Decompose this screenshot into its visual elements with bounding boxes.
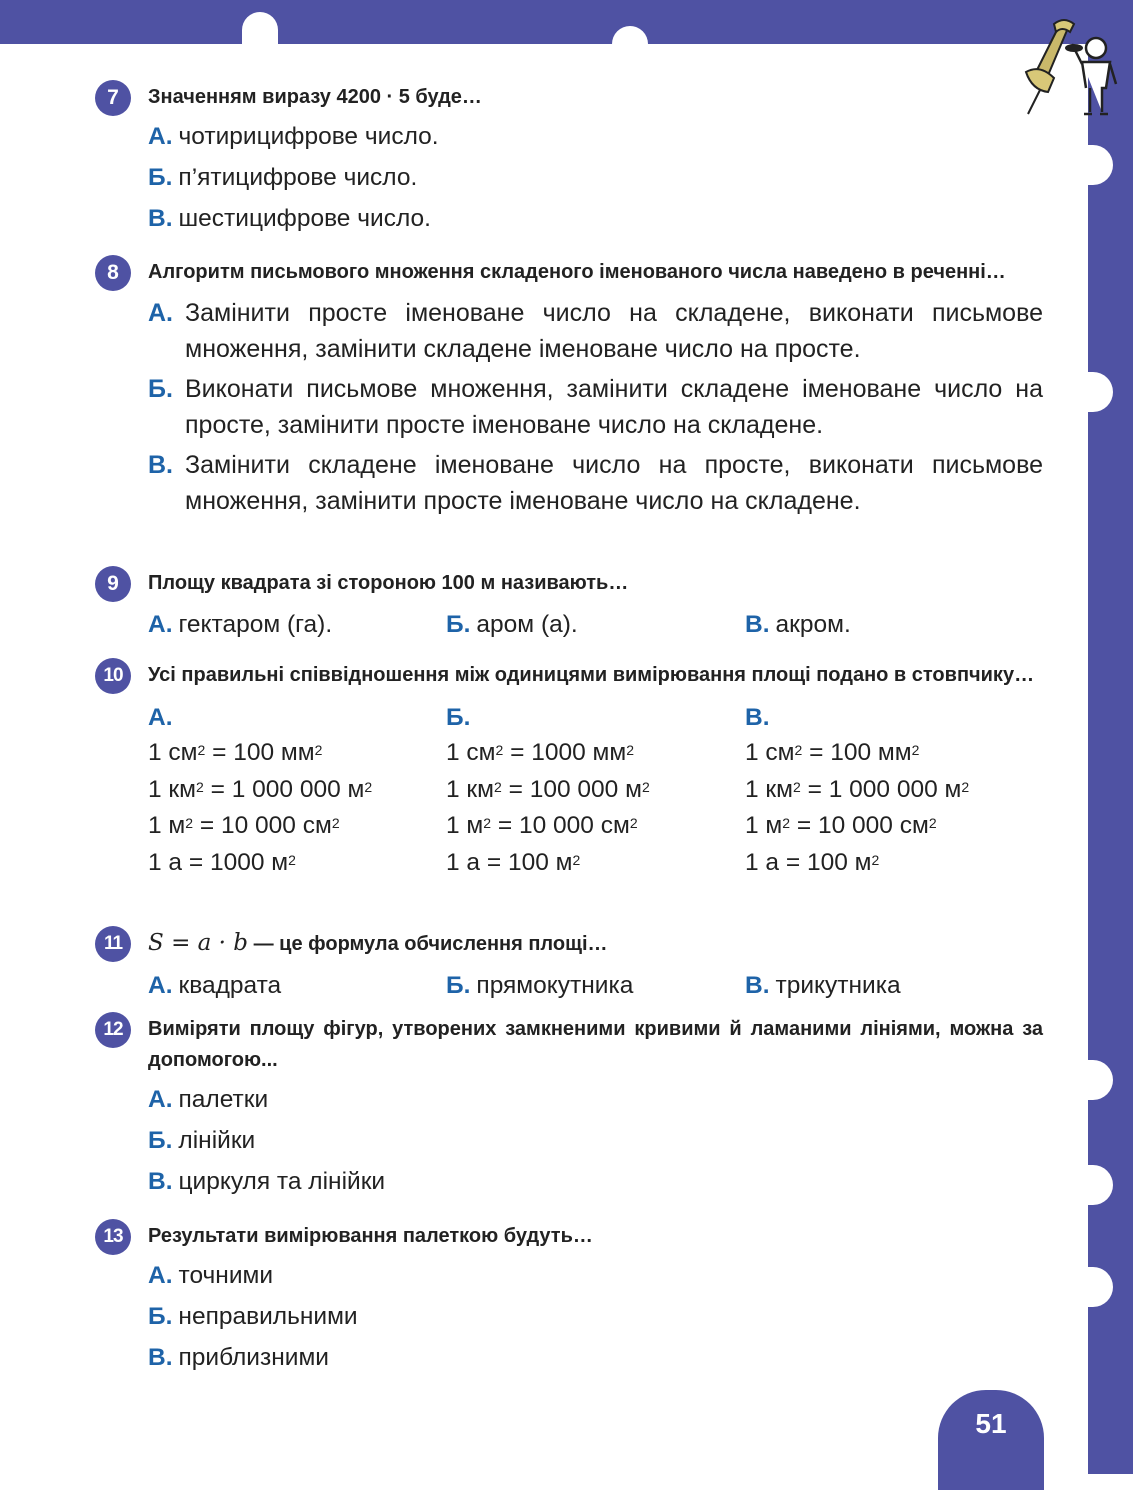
relation: 1 $см^2 = 100$ $мм^2$ [745,739,920,766]
question-number: 13 [95,1219,131,1255]
option-letter: Б. [148,1127,173,1154]
option-a [148,968,281,1003]
option-letter: А. [148,1262,173,1289]
question-number: 10 [95,658,131,694]
option-letter: Б. [446,972,471,999]
option-text: Замінити просте іменоване число на складене, виконати письмове множення, замінити складене іменоване число на просте. [185,299,1043,363]
option-letter: А. [148,1086,173,1113]
relation: 1 $м^2 = 10$ 000 $см^2$ [446,812,638,839]
option-b [446,607,578,642]
option-text: трикутника [775,972,901,999]
side-bar [1088,0,1133,1474]
binder-notch [242,12,278,76]
option-letter: А. [148,299,173,327]
column-a [148,701,372,881]
option-text: аром (а). [476,611,578,638]
option-text: п’ятицифрове число. [178,164,418,191]
option-b [95,160,1043,195]
question-number: 11 [95,926,131,962]
option-a [148,607,332,642]
option-b [95,371,1043,443]
binder-notch [1049,1165,1113,1205]
option-text: квадрата [178,972,282,999]
option-a [95,295,1043,367]
question-text: Значенням виразу 4200 · 5 буде… [148,86,482,108]
option-letter: Б. [148,375,173,403]
option-letter: Б. [446,611,471,638]
question-11 [95,928,1043,1003]
question-8 [95,257,1043,519]
question-13 [95,1221,1043,1375]
option-letter: А. [148,123,173,150]
option-letter: Б. [148,1303,173,1330]
relation: 1 $см^2 = 100$ $мм^2$ [148,739,323,766]
unit-columns [95,701,1043,876]
option-text: прямокутника [476,972,634,999]
question-text: Результати вимірювання палеткою будуть… [148,1225,593,1247]
option-letter: Б. [446,704,471,731]
options-row [95,607,1043,642]
option-b [95,1123,1043,1158]
relation: 1 $км^2 = 1$ 000 000 $м^2$ [148,775,373,803]
binder-notch [1049,145,1113,185]
option-letter: В. [148,1344,173,1371]
question-number: 8 [95,255,131,291]
question-12 [95,1014,1043,1199]
option-text: Виконати письмове множення, замінити складене іменоване число на просте, замінити просте іменоване число на складене. [185,375,1043,439]
option-a [95,1082,1043,1117]
option-c [745,607,851,642]
option-text: точними [178,1262,274,1289]
question-text: Усі правильні співвідношення між одиницями вимірювання площі подано в стовпчику… [148,664,1035,686]
option-text: палетки [178,1086,269,1113]
option-text: чотирицифрове число. [178,123,439,150]
option-c [95,1164,1043,1199]
option-c [95,1340,1043,1375]
question-10 [95,660,1043,876]
option-b [446,968,633,1003]
relation: 1 а = 100 $м^2$ [446,848,581,876]
page-number: 51 [938,1390,1044,1490]
question-text: Алгоритм письмового множення складеного іменованого числа наведено в реченні… [148,261,1006,283]
option-letter: В. [148,1168,173,1195]
relation: 1 $м^2 = 10$ 000 $см^2$ [148,812,340,839]
option-text: лінійки [178,1127,256,1154]
option-text: гектаром (га). [178,611,333,638]
option-text: приблизними [178,1344,329,1371]
option-a [95,1258,1043,1293]
option-letter: В. [745,704,770,731]
option-letter: В. [148,451,173,479]
column-c [745,701,969,881]
question-9 [95,568,1043,642]
option-text: Замінити складене іменоване число на просте, виконати письмове множення, замінити просте іменоване число на складене. [185,451,1043,515]
column-b [446,701,650,881]
option-c [745,968,901,1003]
question-text: S = a · b — це формула обчислення площі… [148,930,608,956]
relation: 1 $км^2 = 1$ 000 000 $м^2$ [745,775,970,803]
option-c [95,447,1043,519]
option-letter: В. [745,972,770,999]
relation: 1 а = 100 $м^2$ [745,848,880,876]
option-letter: А. [148,611,173,638]
option-letter: В. [745,611,770,638]
option-letter: Б. [148,164,173,191]
relation: 1 $см^2 = 1000$ $мм^2$ [446,739,635,766]
option-text: акром. [775,611,851,638]
question-number: 9 [95,566,131,602]
top-bar [0,0,1133,44]
option-letter: В. [148,205,173,232]
option-b [95,1299,1043,1334]
option-text: циркуля та лінійки [178,1168,386,1195]
relation: 1 а = 1000 $м^2$ [148,848,296,876]
binder-notch [1049,1267,1113,1307]
formula: S = a · b [148,930,249,956]
question-text: Площу квадрата зі стороною 100 м називають… [148,572,629,594]
question-number: 12 [95,1012,131,1048]
question-text: Виміряти площу фігур, утворених замкненими кривими й ламаними лініями, можна за допомогою... [148,1018,1043,1071]
option-text: шестицифрове число. [178,205,431,232]
option-c [95,201,1043,236]
option-text: неправильними [178,1303,358,1330]
relation: 1 $м^2 = 10$ 000 $см^2$ [745,812,937,839]
relation: 1 $км^2 = 100$ 000 $м^2$ [446,775,650,803]
binder-notch [1049,372,1113,412]
option-letter: А. [148,972,173,999]
binder-notch [1049,1060,1113,1100]
option-letter: А. [148,704,173,731]
question-number: 7 [95,80,131,116]
option-a [95,119,1043,154]
question-7 [95,82,1043,236]
options-row [95,968,1043,1003]
binder-notch [612,26,648,90]
